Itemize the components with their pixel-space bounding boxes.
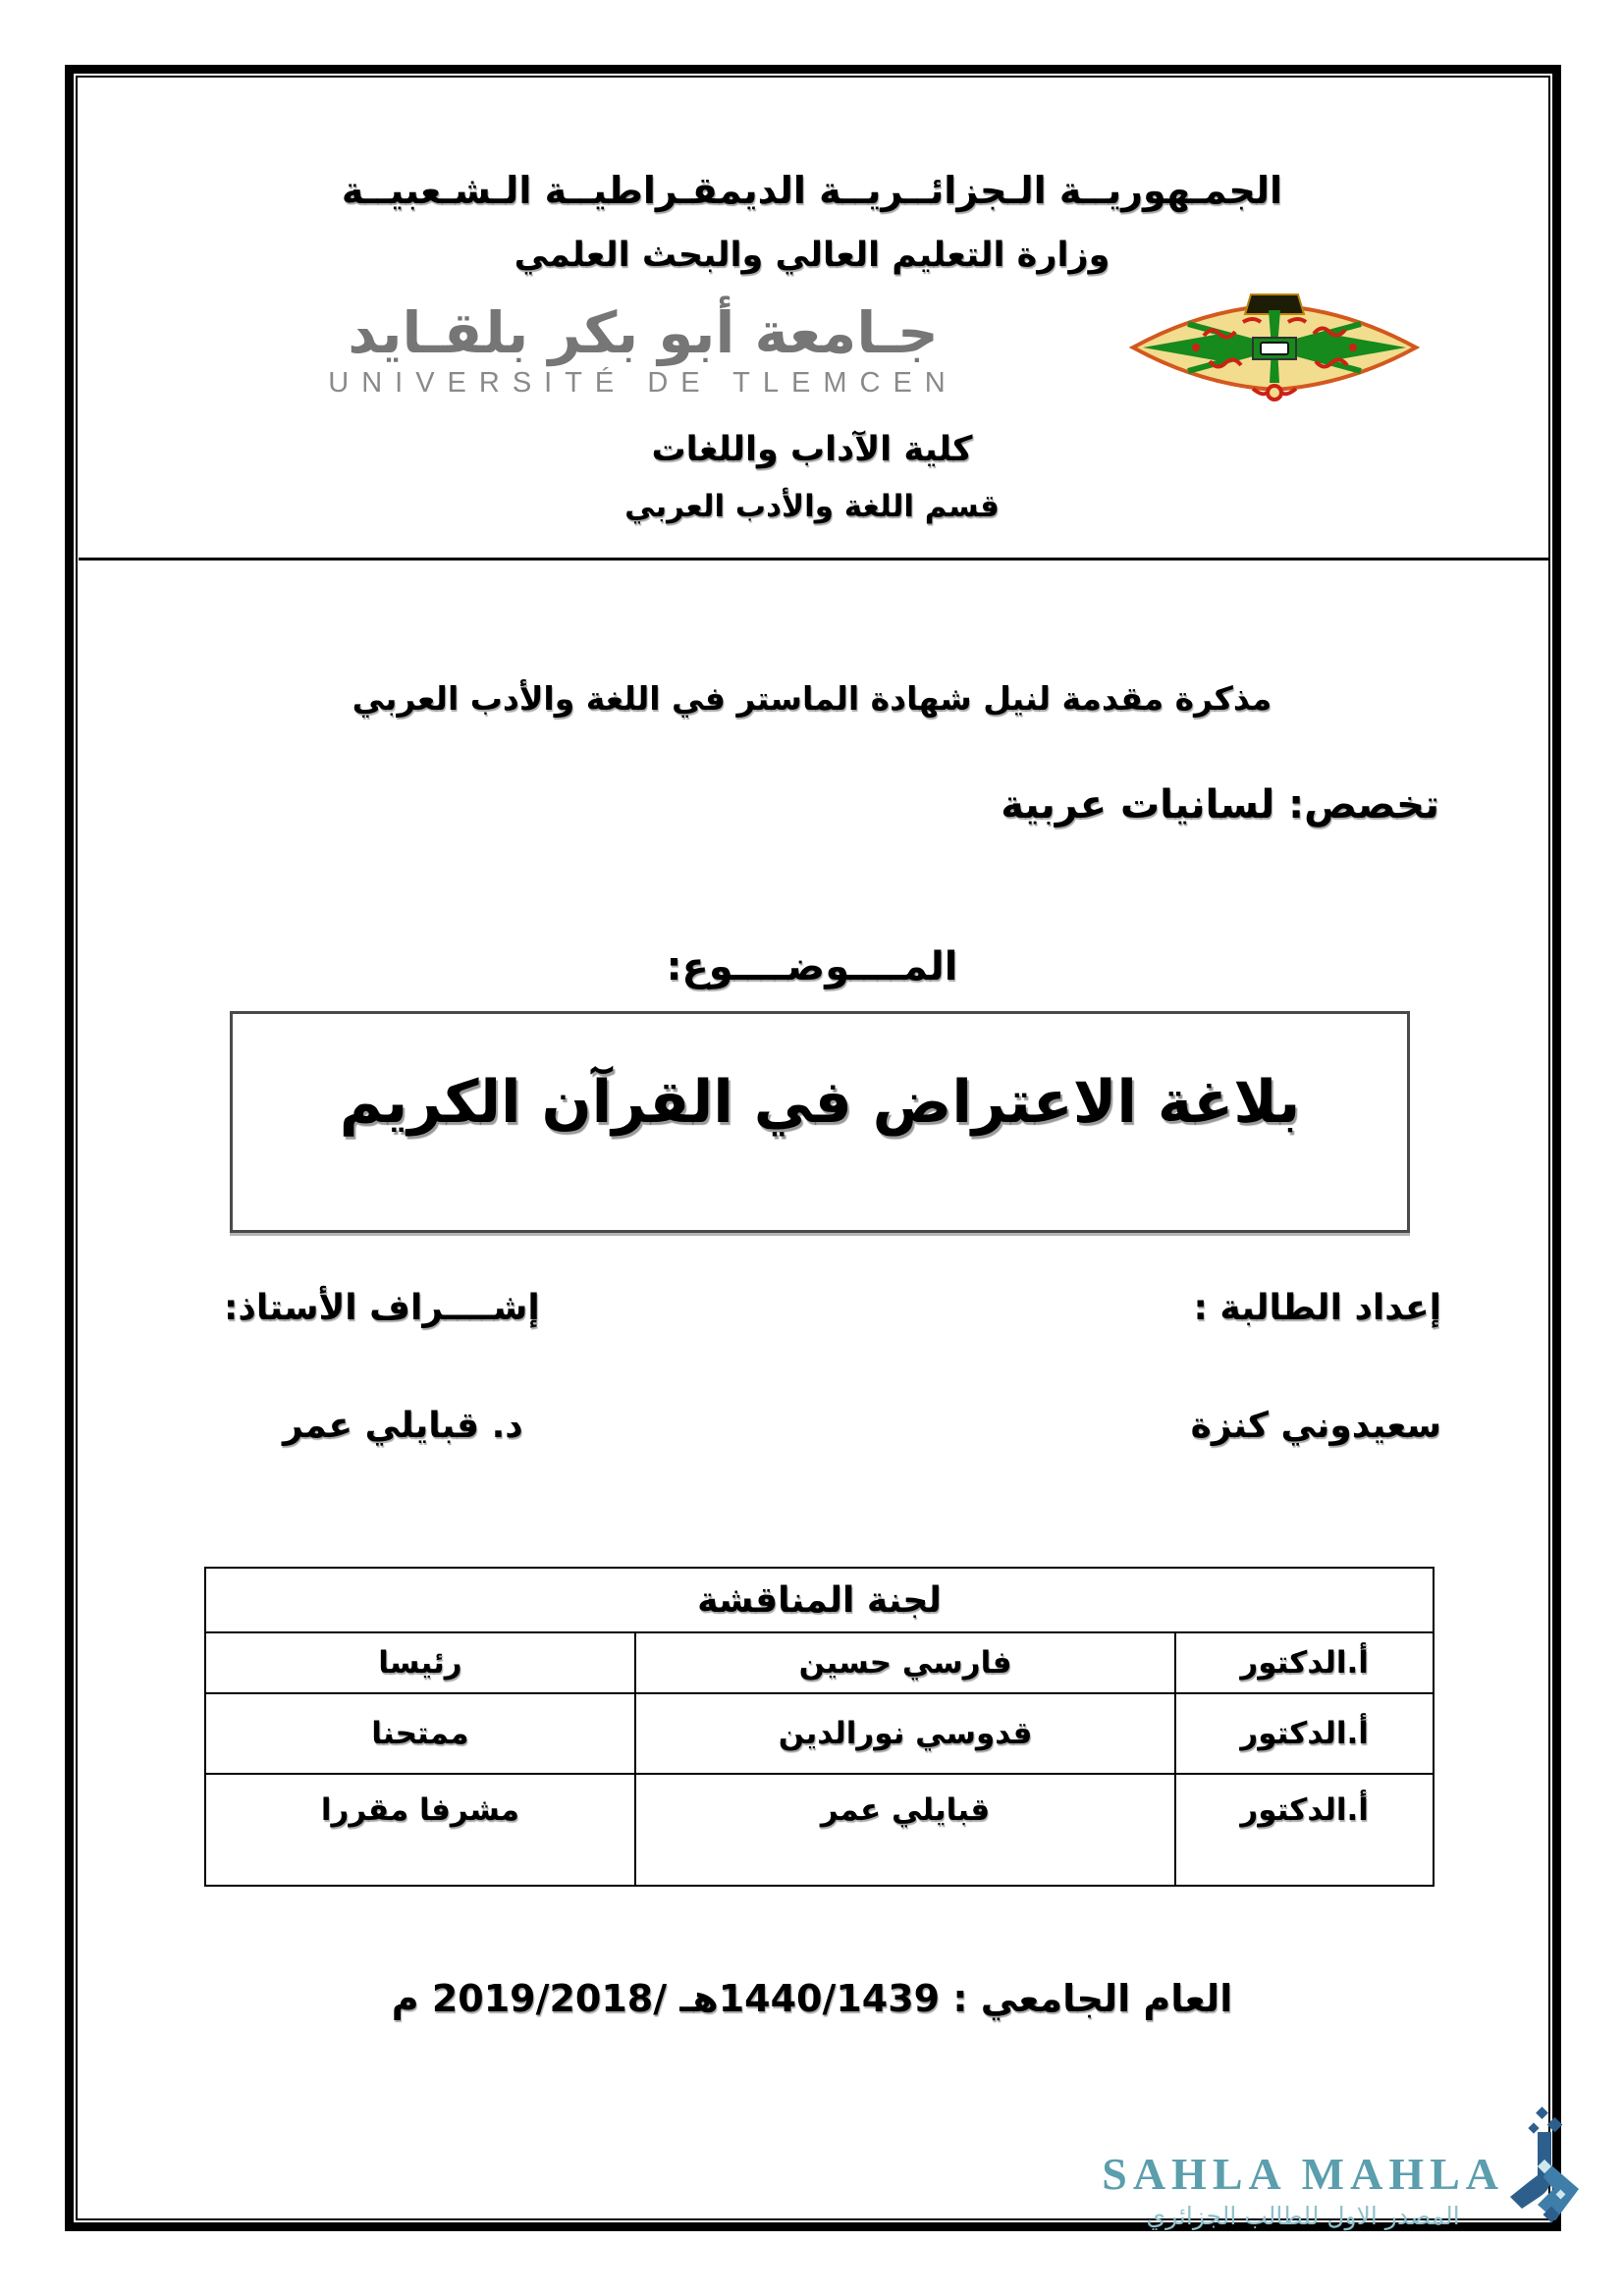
committee-cell-role: رئيسا [205, 1632, 635, 1693]
supervision-label: إشــــراف الأستاذ: [224, 1288, 540, 1328]
university-name-arabic: جـامعة أبو بكر بلقـايد [348, 299, 939, 366]
committee-cell-name: فارسي حسين [635, 1632, 1175, 1693]
table-row [205, 1693, 1434, 1774]
committee-cell-grade: أ.الدكتور [1175, 1693, 1434, 1774]
table-row [205, 1632, 1434, 1693]
academic-year-line: العام الجامعي : 1440/1439هـ /2019/2018 م [391, 1977, 1233, 2020]
committee-table [204, 1567, 1435, 1887]
thesis-title: بلاغة الاعتراض في القرآن الكريم [339, 1068, 1301, 1137]
university-logo-text [177, 299, 1110, 400]
committee-title: لجنة المناقشة [205, 1568, 1434, 1632]
committee-cell-name: قدوسي نورالدين [635, 1693, 1175, 1774]
thesis-title-box [230, 1011, 1410, 1233]
header-divider-line [79, 558, 1548, 561]
university-emblem-icon [1127, 293, 1422, 410]
sahla-mahla-logo-icon [1500, 2107, 1583, 2234]
committee-cell-role: مشرفا مقررا [205, 1774, 635, 1886]
watermark [1102, 2148, 1504, 2230]
student-name: سعيدوني كنزة [1190, 1406, 1441, 1446]
supervisor-name: د. قبايلي عمر [283, 1406, 523, 1446]
watermark-tagline: المصدر الاول للطالب الجزائري [1146, 2202, 1460, 2230]
university-name-french: UNIVERSITÉ DE TLEMCEN [328, 367, 958, 399]
department-line: قسم اللغة والأدب العربي [624, 489, 1000, 524]
committee-header-row [205, 1568, 1434, 1632]
committee-cell-grade: أ.الدكتور [1175, 1632, 1434, 1693]
degree-line: مذكرة مقدمة لنيل شهادة الماستر في اللغة والأدب العربي [352, 679, 1272, 718]
table-row [205, 1774, 1434, 1886]
committee-cell-grade: أ.الدكتور [1175, 1774, 1434, 1886]
specialty-line: تخصص: لسانيات عربية [1001, 782, 1439, 828]
subject-label: المــــوضــــوع: [666, 944, 958, 989]
prepared-by-label: إعداد الطالبة : [1193, 1288, 1441, 1328]
ministry-line: وزارة التعليم العالي والبحث العلمي [514, 236, 1110, 275]
faculty-line: كلية الآداب واللغات [651, 430, 973, 469]
committee-cell-role: ممتحنا [205, 1693, 635, 1774]
watermark-brand-text: SAHLA MAHLA [1102, 2149, 1504, 2199]
committee-cell-name: قبايلي عمر [635, 1774, 1175, 1886]
republic-line: الجمـهوريــة الـجزائــريــة الديمقـراطيــة الـشـعبيــة [341, 169, 1283, 212]
